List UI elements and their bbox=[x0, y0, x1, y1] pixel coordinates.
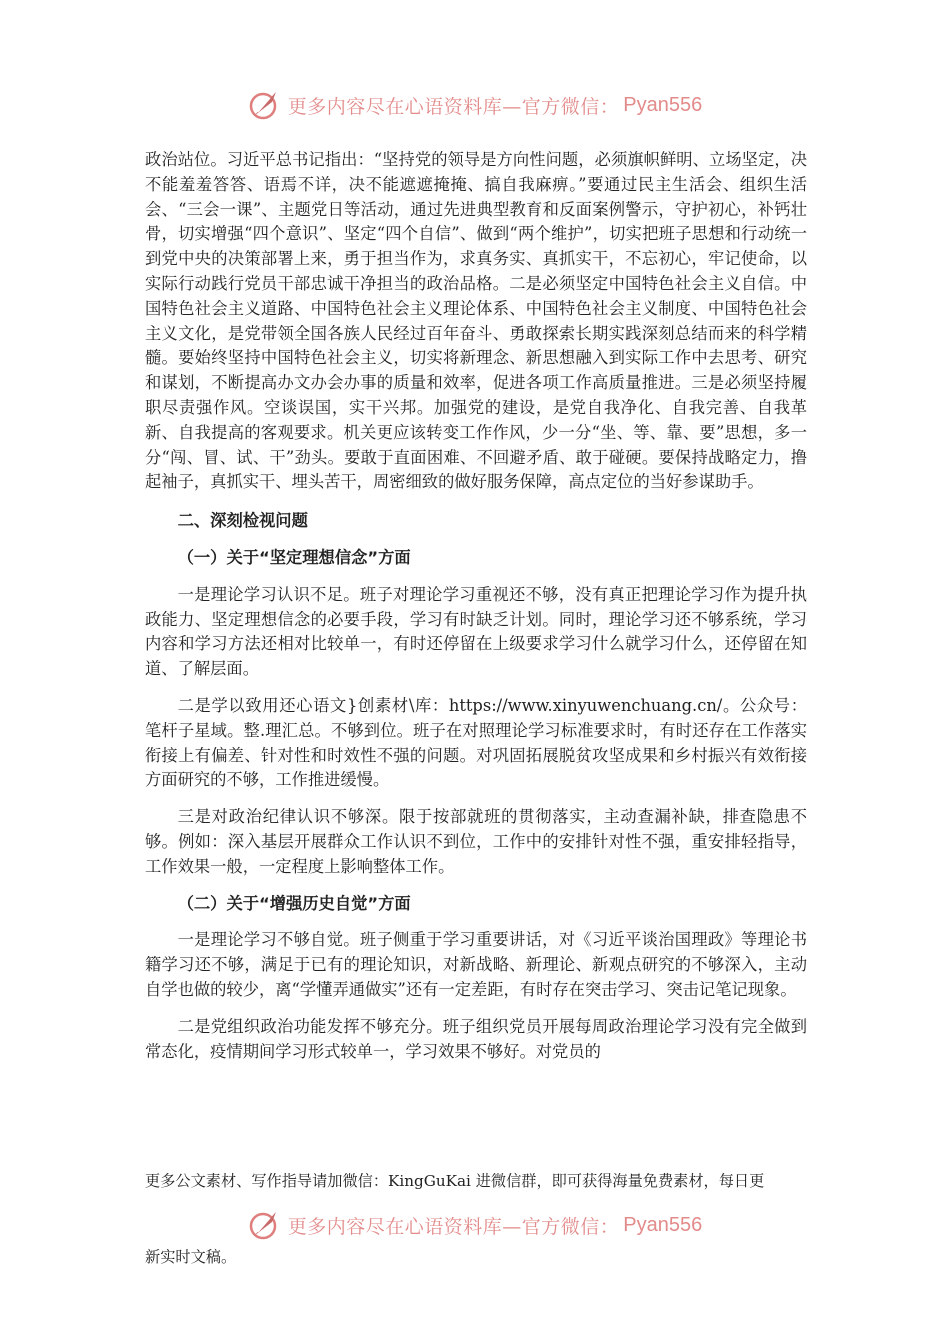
watermark-wechat-id: Pyan556 bbox=[623, 1213, 703, 1236]
watermark-wechat-id: Pyan556 bbox=[623, 93, 703, 116]
subsection-heading-history: （二）关于“增强历史自觉”方面 bbox=[177, 893, 411, 913]
paragraph-discipline: 三是对政治纪律认识不够深。限于按部就班的贯彻落实，主动查漏补缺，排查隐患不够。例如：深入基层开展群众工作认识不到位，工作中的安排针对性不强，重安排轻指导，工作效果一般，一定程度上影响整体工作。 bbox=[145, 807, 807, 876]
footer-promo-tail: 新实时文稿。 bbox=[145, 1248, 237, 1266]
section-heading-check-problems: 二、深刻检视问题 bbox=[177, 511, 308, 531]
footer-promo-line: 更多公文素材、写作指导请加微信：KingGuKai 进微信群，即可获得海量免费素材，每日更 bbox=[145, 1172, 765, 1190]
quill-logo-icon bbox=[248, 1208, 282, 1242]
paragraph-political-stance: 政治站位。习近平总书记指出：“坚持党的领导是方向性问题，必须旗帜鲜明、立场坚定，决不能羞羞答答、语焉不详，决不能遮遮掩掩、搞自我麻痹。”要通过民主生活会、组织生活会、“三会一课”、主题党日等活动，通过先进典型教育和反面案例警示，守护初心，补钙壮骨，切实增强“四个意识”、坚定“四个自信”、做到“两个维护”，切实把班子思想和行动统一到党中央的决策部署上来，勇于担当作为，求真务实、真抓实干，不忘初心，牢记使命，以实际行动践行党员干部忠诚干净担当的政治品格。二是必须坚定中国特色社会主义自信。中国特色社会主义道路、中国特色社会主义理论体系、中国特色社会主义制度、中国特色社会主义文化，是党带领全国各族人民经过百年奋斗、勇敢探索长期实践深刻总结而来的科学精髓。要始终坚持中国特色社会主义，切实将新理念、新思想融入到实际工作中去思考、研究和谋划，不断提高办文办会办事的质量和效率，促进各项工作高质量推进。三是必须坚持履职尽责强作风。空谈误国，实干兴邦。加强党的建设，是党自我净化、自我完善、自我革新、自我提高的客观要求。机关更应该转变工作作风，少一分“坐、等、靠、要”思想，多一分“闯、冒、试、干”劲头。要敢于直面困难、不回避矛盾、敢于碰硬。要保持战略定力，撸起袖子，真抓实干、埋头苦干，周密细致的做好服务保障，高点定位的当好参谋助手。 bbox=[145, 150, 807, 492]
watermark-text: 更多内容尽在心语资料库—官方微信： bbox=[287, 95, 620, 118]
watermark-top bbox=[0, 88, 950, 122]
document-body bbox=[145, 148, 807, 1064]
paragraph-theory-study: 一是理论学习认识不足。班子对理论学习重视还不够，没有真正把理论学习作为提升执政能力、坚定理想信念的必要手段，学习有时缺乏计划。同时，理论学习还不够系统，学习内容和学习方法还相对比较单一，有时还停留在上级要求学习什么就学习什么，还停留在知道、了解层面。 bbox=[145, 584, 807, 679]
paragraph-party-function: 二是党组织政治功能发挥不够充分。班子组织党员开展每周政治理论学习没有完全做到常态化，疫情期间学习形式较单一，学习效果不够好。对党员的 bbox=[145, 1016, 807, 1061]
quill-logo-icon bbox=[248, 88, 282, 122]
watermark-bottom bbox=[0, 1208, 950, 1242]
subsection-heading-ideals: （一）关于“坚定理想信念”方面 bbox=[177, 547, 411, 567]
paragraph-application: 二是学以致用还心语文}创素材\库：https://www.xinyuwenchuang.cn/。公众号：笔杆子星域。整.理汇总。不够到位。班子在对照理论学习标准要求时，有时还存在工作落实衔接上有偏差、针对性和时效性不强的问题。对巩固拓展脱贫攻坚成果和乡村振兴有效衔接方面研究的不够，工作推进缓慢。 bbox=[145, 695, 807, 790]
watermark-text: 更多内容尽在心语资料库—官方微信： bbox=[287, 1215, 620, 1238]
paragraph-self-study: 一是理论学习不够自觉。班子侧重于学习重要讲话，对《习近平谈治国理政》等理论书籍学习还不够，满足于已有的理论知识，对新战略、新理论、新观点研究的不够深入，主动自学也做的较少，离“学懂弄通做实”还有一定差距，有时存在突击学习、突击记笔记现象。 bbox=[145, 930, 807, 999]
